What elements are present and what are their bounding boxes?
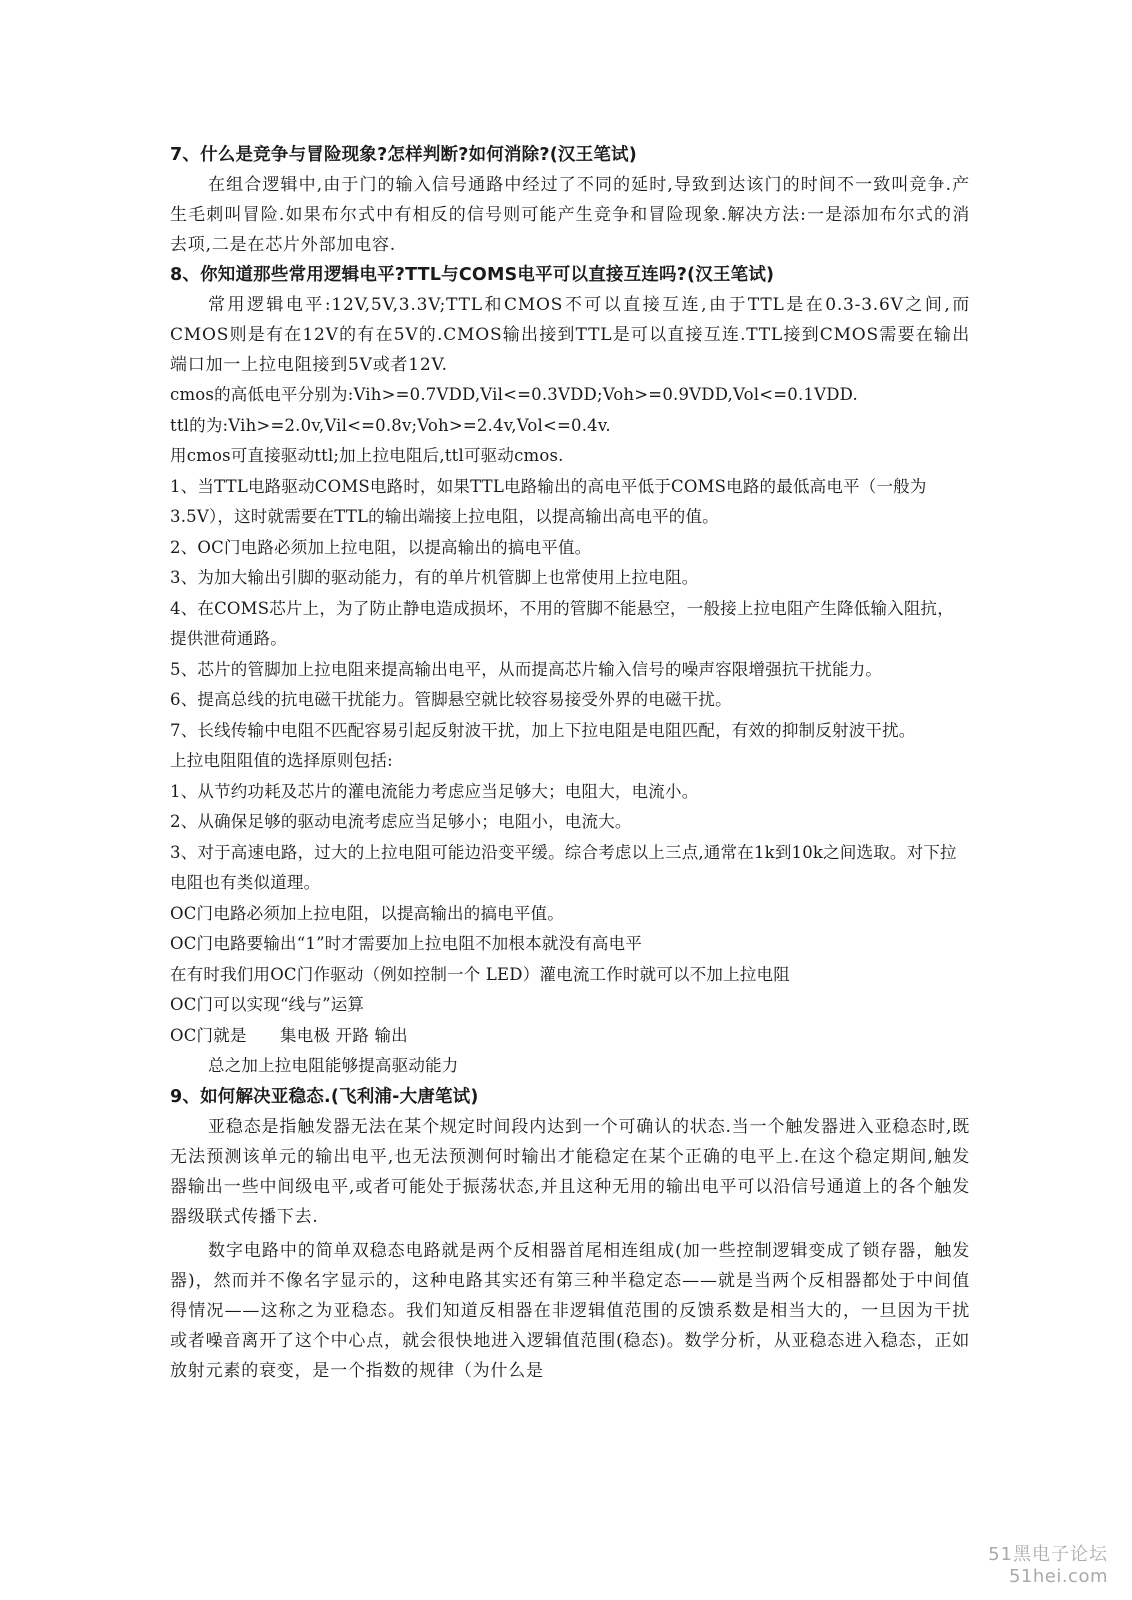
document-page: [170, 140, 970, 1386]
oc-line: OC门就是 集电极 开路 输出: [170, 1025, 408, 1045]
question-8-heading: 8、你知道那些常用逻辑电平?TTL与COMS电平可以直接互连吗?(汉王笔试): [170, 265, 775, 285]
question-7-heading: 7、什么是竞争与冒险现象?怎样判断?如何消除?(汉王笔试): [170, 145, 637, 165]
pullup-item: 2、OC门电路必须加上拉电阻，以提高输出的搞电平值。: [170, 537, 592, 557]
question-8-answer: 常用逻辑电平:12V,5V,3.3V;TTL和CMOS不可以直接互连,由于TTL是在0.3-3.6V之间,而CMOS则是有在12V的有在5V的.CMOS输出接到TTL是可以直接互连.TTL接到CMOS需要在输出端口加一上拉电阻接到5V或者12V.: [170, 295, 970, 375]
question-9-paragraph-1: 亚稳态是指触发器无法在某个规定时间段内达到一个可确认的状态.当一个触发器进入亚稳态时,既无法预测该单元的输出电平,也无法预测何时输出才能稳定在某个正确的电平上.在这个稳定期间,触发器输出一些中间级电平,或者可能处于振荡状态,并且这种无用的输出电平可以沿信号通道上的各个触发器级联式传播下去.: [170, 1116, 970, 1227]
pullup-item: 6、提高总线的抗电磁干扰能力。管脚悬空就比较容易接受外界的电磁干扰。: [170, 690, 732, 709]
selection-item: 3、对于高速电路，过大的上拉电阻可能边沿变平缓。综合考虑以上三点,通常在1k到10k之间选取。对下拉电阻也有类似道理。: [170, 842, 957, 892]
pullup-item: 1、当TTL电路驱动COMS电路时，如果TTL电路输出的高电平低于COMS电路的最低高电平（一般为3.5V），这时就需要在TTL的输出端接上拉电阻，以提高输出高电平的值。: [170, 476, 927, 526]
selection-item: 2、从确保足够的驱动电流考虑应当足够小；电阻小，电流大。: [170, 812, 632, 831]
oc-line: OC门电路必须加上拉电阻，以提高输出的搞电平值。: [170, 903, 564, 923]
selection-title: 上拉电阻阻值的选择原则包括:: [170, 751, 393, 770]
ttl-levels-line: ttl的为:Vih>=2.0v,Vil<=0.8v;Voh>=2.4v,Vol<=0.4v.: [170, 415, 611, 435]
watermark-site-url: 51hei.com: [1008, 1566, 1108, 1587]
pullup-item: 3、为加大输出引脚的驱动能力，有的单片机管脚上也常使用上拉电阻。: [170, 568, 699, 587]
pullup-item: 4、在COMS芯片上，为了防止静电造成损坏，不用的管脚不能悬空，一般接上拉电阻产生降低输入阻抗，提供泄荷通路。: [170, 598, 954, 648]
pullup-item: 7、长线传输中电阻不匹配容易引起反射波干扰，加上下拉电阻是电阻匹配，有效的抑制反射波干扰。: [170, 720, 916, 740]
oc-line: 在有时我们用OC门作驱动（例如控制一个 LED）灌电流工作时就可以不加上拉电阻: [170, 964, 790, 984]
drive-note-line: 用cmos可直接驱动ttl;加上拉电阻后,ttl可驱动cmos.: [170, 446, 564, 465]
question-9-heading: 9、如何解决亚稳态.(飞利浦-大唐笔试): [170, 1086, 479, 1107]
watermark-forum-name: 51黑电子论坛: [988, 1544, 1108, 1565]
question-9-paragraph-2: 数字电路中的简单双稳态电路就是两个反相器首尾相连组成(加一些控制逻辑变成了锁存器，触发器)，然而并不像名字显示的，这种电路其实还有第三种半稳定态——就是当两个反相器都处于中间值得情况——这称之为亚稳态。我们知道反相器在非逻辑值范围的反馈系数是相当大的，一旦因为干扰或者噪音离开了这个中心点，就会很快地进入逻辑值范围(稳态)。数学分析，从亚稳态进入稳态，正如放射元素的衰变，是一个指数的规律（为什么是: [170, 1240, 970, 1381]
selection-item: 1、从节约功耗及芯片的灌电流能力考虑应当足够大；电阻大，电流小。: [170, 781, 699, 801]
pullup-item: 5、芯片的管脚加上拉电阻来提高输出电平，从而提高芯片输入信号的噪声容限增强抗干扰能力。: [170, 659, 883, 679]
question-7-answer: 在组合逻辑中,由于门的输入信号通路中经过了不同的延时,导致到达该门的时间不一致叫竞争.产生毛刺叫冒险.如果布尔式中有相反的信号则可能产生竞争和冒险现象.解决方法:一是添加布尔式的消去项,二是在芯片外部加电容.: [170, 175, 970, 255]
oc-line: OC门电路要输出“1”时才需要加上拉电阻不加根本就没有高电平: [170, 934, 643, 953]
summary-line: 总之加上拉电阻能够提高驱动能力: [208, 1056, 459, 1075]
oc-line: OC门可以实现“线与”运算: [170, 995, 365, 1014]
cmos-levels-line: cmos的高低电平分别为:Vih>=0.7VDD,Vil<=0.3VDD;Voh>=0.9VDD,Vol<=0.1VDD.: [170, 385, 858, 404]
